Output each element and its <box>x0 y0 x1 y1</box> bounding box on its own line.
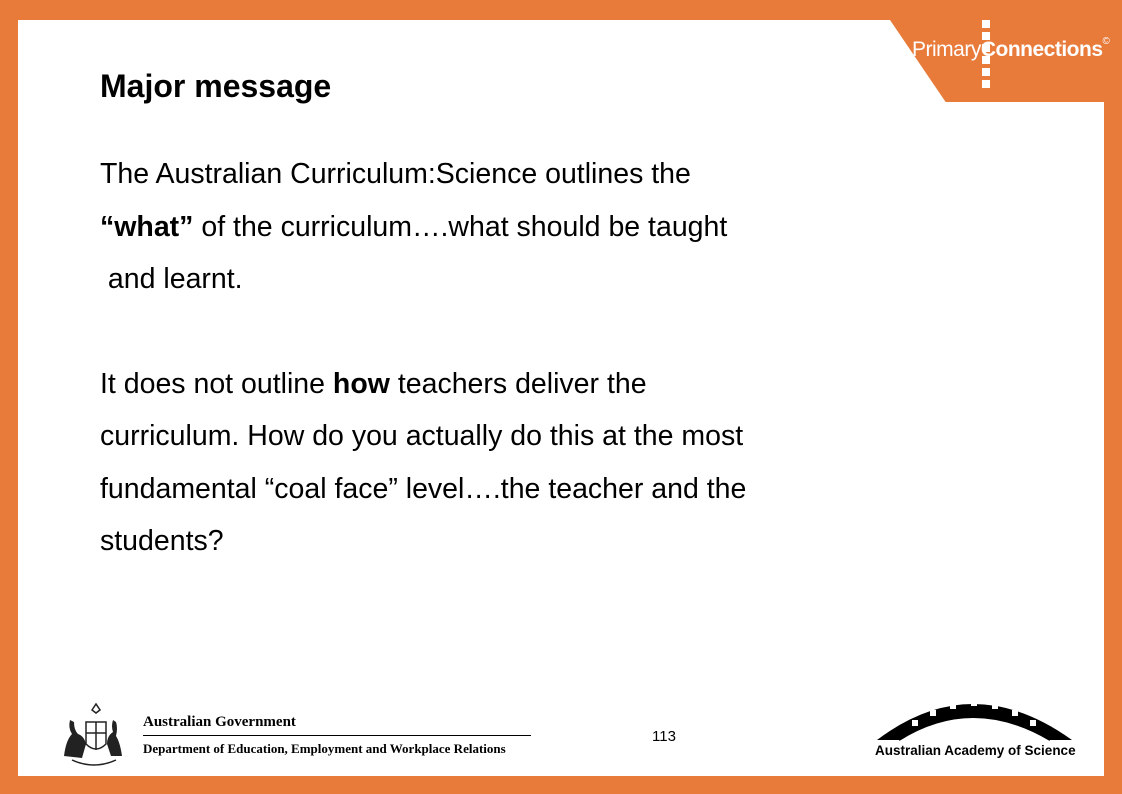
academy-name: Australian Academy of Science <box>875 743 1076 758</box>
para2-line1-start: It does not outline <box>100 367 333 400</box>
academy-dome-icon <box>872 686 1082 744</box>
logo-word-connections: Connections <box>980 38 1103 61</box>
para2-line1-bold: how <box>332 367 390 400</box>
para2-line2: curriculum. How do you actually do this at the most <box>100 420 744 452</box>
para1-line2-bold: “what” <box>100 210 194 243</box>
government-name: Australian Government <box>143 714 296 730</box>
para2-line1-end: teachers deliver the <box>389 367 647 400</box>
para2-line3: fundamental “coal face” level….the teacher and the <box>100 472 747 505</box>
paragraph-how <box>100 358 980 568</box>
para2-line4: students? <box>100 525 224 557</box>
logo-word-primary: Primary <box>912 38 981 61</box>
government-divider <box>143 735 531 736</box>
para1-line1: The Australian Curriculum:Science outlines the <box>100 158 691 190</box>
para1-line2-rest: of the curriculum….what should be taught <box>193 210 728 243</box>
slide-title: Major message <box>100 68 332 104</box>
paragraph-what <box>100 148 980 306</box>
page-number: 113 <box>652 728 676 745</box>
slide-body <box>100 148 980 568</box>
department-name: Department of Education, Employment and Workplace Relations <box>143 741 506 756</box>
primary-connections-logo <box>912 38 1109 62</box>
coat-of-arms-icon <box>52 700 136 770</box>
para1-line3: and learnt. <box>100 263 243 295</box>
logo-copyright-mark: © <box>1102 36 1110 47</box>
